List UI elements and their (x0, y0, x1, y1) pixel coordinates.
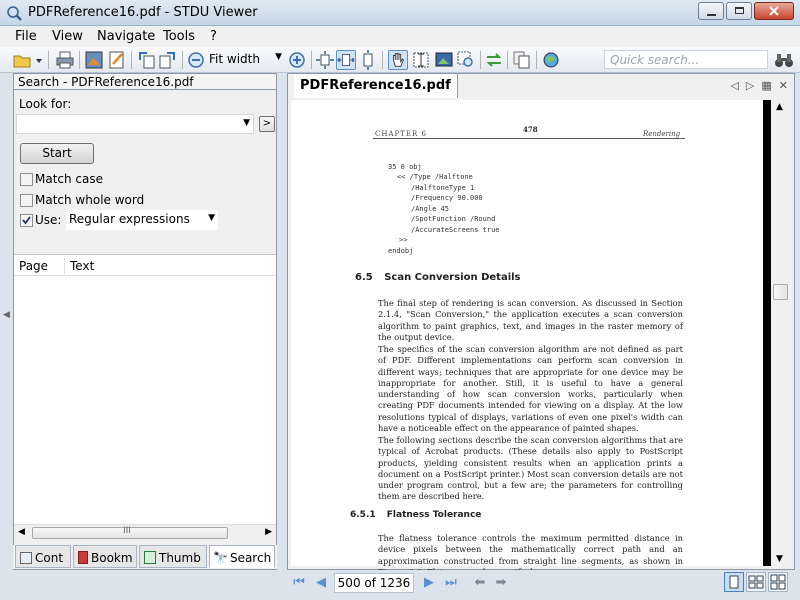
scroll-up-icon[interactable]: ▲ (776, 102, 783, 112)
tab-thumbnails[interactable] (139, 545, 207, 568)
zoom-out-icon[interactable] (186, 50, 206, 70)
document-panel (287, 73, 795, 570)
print-icon[interactable] (55, 50, 75, 70)
results-list[interactable] (14, 276, 276, 524)
close-icon (754, 2, 794, 20)
use-mode-value: Regular expressions (69, 212, 190, 226)
zoom-area-icon[interactable] (456, 50, 476, 70)
quick-search-input[interactable]: Quick search... (604, 50, 768, 69)
tab-list-icon[interactable]: ▦ (761, 79, 772, 92)
section-heading (355, 272, 521, 283)
subsection-title: Flatness Tolerance (386, 510, 482, 520)
menu-file[interactable]: File (15, 29, 37, 44)
subsection-heading (350, 510, 481, 520)
code-line: /SpotFunction /Round (411, 215, 496, 223)
tab-bookmarks-label: Bookm (91, 551, 133, 565)
close-button[interactable] (754, 2, 794, 20)
copy-icon[interactable] (512, 50, 532, 70)
code-line: endobj (388, 247, 414, 255)
previous-page-icon[interactable]: ◀ (316, 575, 326, 590)
menu-view[interactable]: View (52, 29, 83, 44)
scroll-left-icon[interactable]: ◀ (18, 527, 25, 537)
column-text[interactable]: Text (70, 259, 95, 273)
sync-arrows-icon[interactable] (484, 50, 504, 70)
section-number: 6.5 (355, 272, 373, 283)
fit-page-icon[interactable] (358, 50, 378, 70)
last-page-icon[interactable]: ⏭ (445, 575, 457, 590)
section-title: Scan Conversion Details (384, 272, 521, 283)
select-image-icon[interactable] (434, 50, 454, 70)
chevron-down-icon: ▼ (208, 213, 215, 223)
start-button[interactable]: Start (20, 143, 94, 164)
scroll-down-icon[interactable]: ▼ (776, 554, 783, 564)
match-case-label: Match case (35, 172, 104, 186)
code-line: >> (399, 236, 408, 244)
panel-splitter[interactable]: ◀ (3, 310, 10, 320)
multi-page-icon (769, 573, 787, 591)
match-whole-word-checkbox[interactable] (20, 194, 33, 207)
tab-close-icon[interactable]: ✕ (778, 79, 788, 92)
toolbar (0, 47, 800, 73)
column-page[interactable]: Page (19, 259, 49, 273)
select-text-icon[interactable] (411, 50, 431, 70)
vertical-scroll-thumb[interactable] (773, 284, 788, 300)
document-page[interactable] (291, 100, 763, 566)
code-line: /Angle 45 (411, 205, 449, 213)
facing-pages-view-button[interactable] (746, 572, 766, 592)
bookmark-icon (78, 551, 88, 564)
use-mode-select[interactable] (66, 210, 218, 230)
match-case-checkbox[interactable] (20, 173, 33, 186)
binoculars-icon: 🔭 (213, 551, 228, 565)
checkmark-icon (21, 215, 32, 226)
contents-icon (20, 552, 32, 564)
code-line: /Frequency 90.000 (411, 194, 483, 202)
thumbnails-icon (144, 551, 156, 564)
status-bar (0, 570, 800, 600)
binoculars-icon[interactable] (774, 50, 794, 70)
running-head-section: Rendering (643, 130, 681, 138)
running-head-chapter: CHAPTER 6 (375, 130, 427, 138)
paragraph: The final step of rendering is scan conversion. As discussed in Section 2.1.4, "Scan Conversion," the application executes a scan conversion algorithm to paint graphics, text, and images in the raster memory of the output device. (378, 298, 683, 342)
web-update-icon[interactable] (541, 50, 561, 70)
history-forward-icon[interactable]: ➡ (495, 575, 507, 590)
code-line: 35 0 obj (388, 163, 422, 171)
hand-icon (389, 51, 407, 69)
search-panel-header: Search - PDFReference16.pdf (14, 74, 276, 90)
running-head-page: 478 (523, 125, 538, 134)
next-page-icon[interactable]: ▶ (424, 575, 434, 590)
horizontal-scroll-thumb[interactable] (32, 527, 228, 539)
open-folder-icon[interactable] (12, 50, 42, 70)
look-for-input[interactable] (16, 114, 254, 134)
history-back-icon[interactable]: ⬅ (474, 575, 486, 590)
window-title: PDFReference16.pdf - STDU Viewer (28, 5, 258, 20)
running-head-rule (373, 138, 685, 139)
search-panel (13, 73, 277, 570)
menu-bar (0, 26, 800, 47)
title-bar (0, 0, 800, 26)
rotate-right-icon[interactable] (158, 50, 178, 70)
page-edge (763, 100, 771, 566)
document-tab[interactable]: PDFReference16.pdf (294, 74, 458, 98)
multi-page-view-button[interactable] (768, 572, 788, 592)
zoom-in-icon[interactable] (287, 50, 307, 70)
rotate-left-icon[interactable] (136, 50, 156, 70)
paragraph: The flatness tolerance controls the maximum permitted distance in device pixels between the mathematically correct path and an approximation constructed from straight line segments, as shown in (378, 533, 683, 566)
tab-search[interactable] (209, 545, 275, 568)
actual-size-icon[interactable] (315, 50, 335, 70)
scroll-grip: III (123, 526, 131, 536)
export-image-icon[interactable] (84, 50, 104, 70)
zoom-select[interactable] (206, 51, 284, 69)
use-checkbox[interactable] (20, 214, 33, 227)
tab-contents-label: Cont (35, 551, 64, 565)
paragraph: The following sections describe the scan conversion algorithms that are typical of Acrobat products. (These details also apply to PostScript products, yielding consistent results when an application prints a document on a PostScript printer.) Most scan conversion details are not under program control, but a few are; the parameters for controlling them are described here. (378, 435, 683, 502)
code-line: << /Type /Halftone (397, 173, 473, 181)
scroll-right-icon[interactable]: ▶ (265, 527, 272, 537)
fit-width-icon (337, 51, 355, 69)
zoom-value: Fit width (209, 52, 260, 66)
single-page-icon (725, 573, 743, 591)
menu-help[interactable]: ? (210, 29, 217, 44)
look-for-label: Look for: (19, 97, 72, 111)
tab-search-label: Search (229, 551, 272, 565)
vertical-scrollbar[interactable] (771, 100, 790, 566)
go-button[interactable]: > (259, 116, 275, 132)
match-whole-word-label: Match whole word (35, 193, 145, 207)
menu-tools[interactable]: Tools (163, 29, 196, 44)
tab-thumbnails-label: Thumb (159, 551, 201, 565)
single-page-view-button[interactable] (724, 572, 744, 592)
use-label: Use: (35, 213, 62, 227)
code-line: /AccurateScreens true (411, 226, 500, 234)
minimize-button[interactable] (698, 2, 724, 20)
menu-navigate[interactable]: Navigate (97, 29, 156, 44)
first-page-icon[interactable]: ⏮ (293, 575, 305, 590)
paragraph: The specifics of the scan conversion algorithm are not defined as part of PDF. Different implementations can perform scan conversion in different ways; techniques that are appropriate for one device may be inappropriate for another. Still, it is useful to have a general understanding of how scan conversion works, particularly when creating PDF documents intended for viewing on a display. At the low resolutions typical of displays, variations of even one pixel's width can have a noticeable effect on the appearance of painted shapes. (378, 344, 683, 434)
subsection-number: 6.5.1 (350, 510, 376, 520)
app-icon (6, 5, 22, 21)
code-line: /HalftoneType 1 (411, 184, 475, 192)
tab-prev-icon[interactable]: ◁ (730, 79, 739, 92)
facing-pages-icon (747, 573, 765, 591)
dropdown-arrow-icon[interactable]: ▼ (243, 118, 250, 128)
maximize-button[interactable] (726, 2, 752, 20)
hand-tool-button[interactable] (388, 50, 408, 70)
horizontal-scrollbar[interactable] (14, 524, 276, 541)
document-tab-nav (730, 79, 788, 92)
fit-width-button[interactable] (336, 50, 356, 70)
tab-bookmarks[interactable] (73, 545, 137, 568)
page-number-input[interactable]: 500 of 1236 (334, 573, 414, 593)
tab-next-icon[interactable]: ▷ (745, 79, 755, 92)
chevron-down-icon: ▼ (275, 52, 282, 62)
export-text-icon[interactable] (107, 50, 127, 70)
results-header (14, 254, 276, 276)
tab-contents[interactable] (15, 545, 71, 568)
panel-tabs (13, 545, 277, 569)
